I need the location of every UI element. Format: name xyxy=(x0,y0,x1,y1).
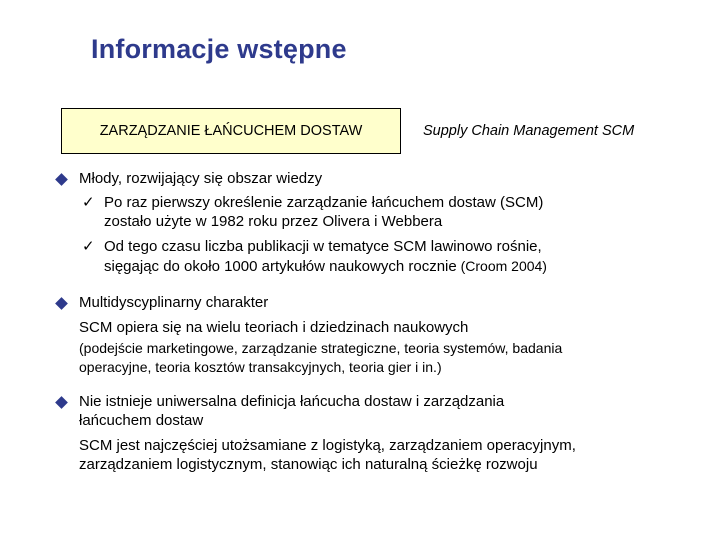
bullet-3-body-line1: SCM jest najczęściej utożsamiane z logistyką, zarządzaniem operacyjnym, xyxy=(79,437,576,454)
diamond-bullet-icon xyxy=(55,173,68,186)
bullet-2-body: SCM opiera się na wielu teoriach i dziedzinach naukowych xyxy=(79,319,469,336)
key-term-english: Supply Chain Management SCM xyxy=(423,123,635,139)
subpoint-2-line1: Od tego czasu liczba publikacji w tematyce SCM lawinowo rośnie, xyxy=(104,238,542,255)
bullet-3-body-line2: zarządzaniem logistycznym, stanowiąc ich naturalną ścieżkę rozwoju xyxy=(79,456,538,473)
citation: (Croom 2004) xyxy=(456,258,547,274)
key-term-polish: ZARZĄDZANIE ŁAŃCUCHEM DOSTAW xyxy=(99,123,363,139)
bullet-3-line2: łańcuchem dostaw xyxy=(79,412,204,429)
bullet-2-note-line2: operacyjne, teoria kosztów transakcyjnych, teoria gier i in.) xyxy=(79,359,442,375)
subpoint-2-line2-text: sięgając do około 1000 artykułów naukowych rocznie xyxy=(104,258,457,275)
bullet-1-text: Młody, rozwijający się obszar wiedzy xyxy=(79,170,323,187)
checkmark-icon: ✓ xyxy=(82,238,95,255)
diamond-bullet-icon xyxy=(55,297,68,310)
page-title: Informacje wstępne xyxy=(91,34,347,64)
subpoint-1-line2: zostało użyte w 1982 roku przez Olivera i Webbera xyxy=(104,213,443,230)
checkmark-icon: ✓ xyxy=(82,194,95,211)
bullet-2-note-line1: (podejście marketingowe, zarządzanie strategiczne, teoria systemów, badania xyxy=(79,340,563,356)
key-term-box xyxy=(61,108,401,154)
bullet-3-line1: Nie istnieje uniwersalna definicja łańcucha dostaw i zarządzania xyxy=(79,393,505,410)
diamond-bullet-icon xyxy=(55,396,68,409)
subpoint-2-line2 xyxy=(104,256,547,277)
subpoint-1-line1: Po raz pierwszy określenie zarządzanie łańcuchem dostaw (SCM) xyxy=(104,194,544,211)
bullet-2-text: Multidyscyplinarny charakter xyxy=(79,294,269,311)
